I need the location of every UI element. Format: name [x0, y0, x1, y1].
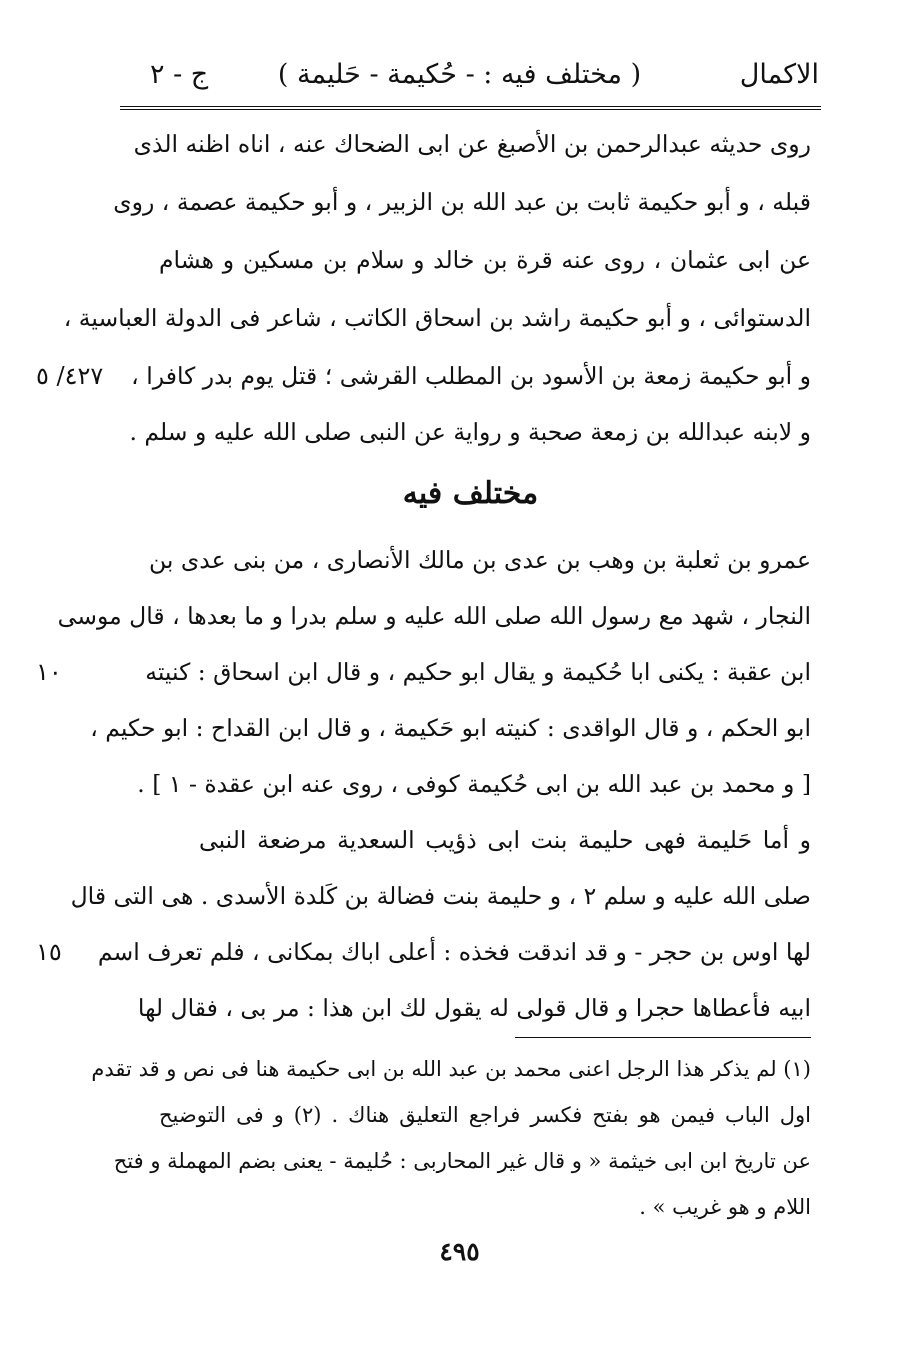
text-line: ابو الحكم ، و قال الواقدى : كنيته ابو حَكيمة ، و قال ابن القداح : ابو حكيم ، [90, 714, 811, 742]
text-line: و لابنه عبدالله بن زمعة صحبة و رواية عن النبى صلى الله عليه و سلم . [129, 418, 811, 446]
text-line: و أبو حكيمة زمعة بن الأسود بن المطلب القرشى ؛ قتل يوم بدر كافرا ، [131, 362, 811, 390]
footnote-line: (١) لم يذكر هذا الرجل اعنى محمد بن عبد الله بن ابى حكيمة هنا فى نص و قد تقدم [91, 1057, 811, 1081]
footnote-line: اللام و هو غريب » . [639, 1195, 811, 1219]
text-line: قبله ، و أبو حكيمة ثابت بن عبد الله بن الزبير ، و أبو حكيمة عصمة ، روى [113, 188, 811, 216]
text-line: [ و محمد بن عبد الله بن ابى حُكيمة كوفى ، روى عنه ابن عقدة - ١ ] . [137, 770, 811, 798]
text-line: ابن عقبة : يكنى ابا حُكيمة و يقال ابو حكيم ، و قال ابن اسحاق : كنيته [145, 658, 811, 686]
text-line: لها اوس بن حجر - و قد اندقت فخذه : أعلى اباك بمكانى ، فلم تعرف اسم [97, 938, 811, 966]
header-rule [120, 106, 821, 110]
running-header-section: ( مختلف فيه : - حُكيمة - حَليمة ) [277, 59, 642, 90]
text-line: عن ابى عثمان ، روى عنه قرة بن خالد و سلام بن مسكين و هشام [159, 246, 811, 274]
margin-line-number: ٤٢٧/ ٥ [36, 362, 104, 390]
section-heading: مختلف فيه [402, 476, 539, 511]
text-line: روى حديثه عبدالرحمن بن الأصبغ عن ابى الضحاك عنه ، اناه اظنه الذى [133, 130, 811, 158]
margin-line-number: ١٥ [36, 938, 62, 966]
running-header-volume: ج - ٢ [150, 59, 209, 90]
text-line: ابيه فأعطاها حجرا و قال قولى له يقول لك ابن هذا : مر بى ، فقال لها [137, 994, 811, 1022]
text-line: الدستوائى ، و أبو حكيمة راشد بن اسحاق الكاتب ، شاعر فى الدولة العباسية ، [63, 304, 811, 332]
footnote-rule [515, 1037, 811, 1038]
footnote-line: اول الباب فيمن هو بفتح فكسر فراجع التعليق هناك . (٢) و فى التوضيح [159, 1103, 812, 1127]
text-line: عمرو بن ثعلبة بن وهب بن عدى بن مالك الأنصارى ، من بنى عدى بن [148, 546, 811, 574]
footnote-line: عن تاريخ ابن ابى خيثمة « و قال غير المحاربى : حُليمة - يعنى بضم المهملة و فتح [113, 1149, 811, 1173]
text-line: النجار ، شهد مع رسول الله صلى الله عليه و سلم بدرا و ما بعدها ، قال موسى [57, 602, 811, 630]
running-header-book: الاكمال [739, 59, 819, 90]
text-line: و أما حَليمة فهى حليمة بنت ابى ذؤيب السعدية مرضعة النبى [199, 826, 811, 854]
page-number: ٤٩٥ [439, 1237, 480, 1266]
text-line: صلى الله عليه و سلم ٢ ، و حليمة بنت فضالة بن كَلدة الأسدى . هى التى قال [70, 882, 811, 910]
margin-line-number: ١٠ [36, 658, 62, 686]
